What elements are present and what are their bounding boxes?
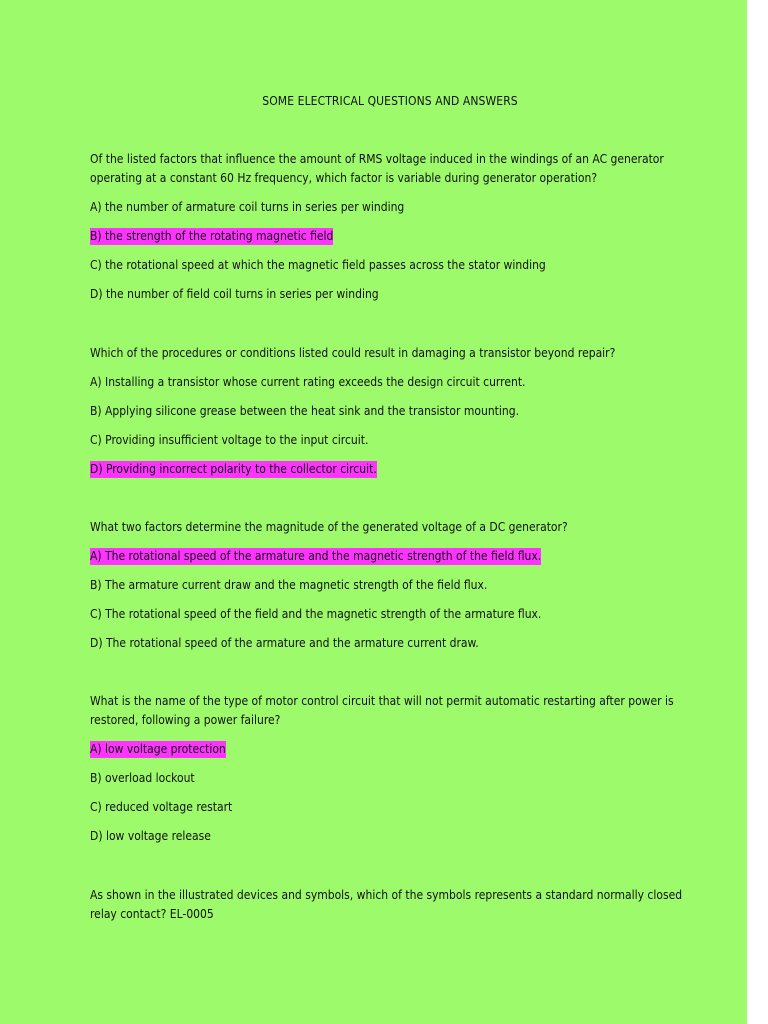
question-2-option-a: A) Installing a transistor whose current rating exceeds the design circuit current. bbox=[90, 375, 526, 389]
question-1-option-b bbox=[90, 227, 333, 246]
question-3-option-c: C) The rotational speed of the field and the magnetic strength of the armature flux. bbox=[90, 607, 542, 621]
question-4-option-d: D) low voltage release bbox=[90, 829, 211, 843]
question-4-option-b: B) overload lockout bbox=[90, 771, 195, 785]
question-2-option-c: C) Providing insufficient voltage to the input circuit. bbox=[90, 433, 369, 447]
question-1-option-a: A) the number of armature coil turns in series per winding bbox=[90, 200, 405, 214]
question-4-option-c: C) reduced voltage restart bbox=[90, 800, 233, 814]
question-4-text: What is the name of the type of motor control circuit that will not permit automatic restarting after power is restored, following a power failure? bbox=[90, 694, 674, 727]
question-3-text: What two factors determine the magnitude of the generated voltage of a DC generator? bbox=[90, 520, 568, 534]
question-3-option-a bbox=[90, 547, 541, 566]
question-3-option-d: D) The rotational speed of the armature and the armature current draw. bbox=[90, 636, 479, 650]
question-2-option-b: B) Applying silicone grease between the heat sink and the transistor mounting. bbox=[90, 404, 520, 418]
answer-highlight: D) Providing incorrect polarity to the collector circuit. bbox=[90, 462, 377, 476]
answer-highlight: B) the strength of the rotating magnetic field bbox=[90, 229, 334, 243]
question-4-option-a bbox=[90, 740, 226, 759]
answer-highlight: A) low voltage protection bbox=[90, 742, 226, 756]
question-5-text: As shown in the illustrated devices and symbols, which of the symbols represents a standard normally closed relay contact? EL-0005 bbox=[90, 888, 683, 921]
question-1-option-d: D) the number of field coil turns in series per winding bbox=[90, 287, 379, 301]
document-title: SOME ELECTRICAL QUESTIONS AND ANSWERS bbox=[262, 94, 518, 108]
question-3-option-b: B) The armature current draw and the magnetic strength of the field flux. bbox=[90, 578, 488, 592]
question-1-text: Of the listed factors that influence the amount of RMS voltage induced in the windings of an AC generator operating at a constant 60 Hz frequency, which factor is variable during generator operation? bbox=[90, 152, 664, 185]
question-1-option-c: C) the rotational speed at which the magnetic field passes across the stator winding bbox=[90, 258, 546, 272]
question-2-text: Which of the procedures or conditions listed could result in damaging a transistor beyond repair? bbox=[90, 346, 616, 360]
answer-highlight: A) The rotational speed of the armature and the magnetic strength of the field flux. bbox=[90, 549, 542, 563]
question-2-option-d bbox=[90, 460, 377, 479]
